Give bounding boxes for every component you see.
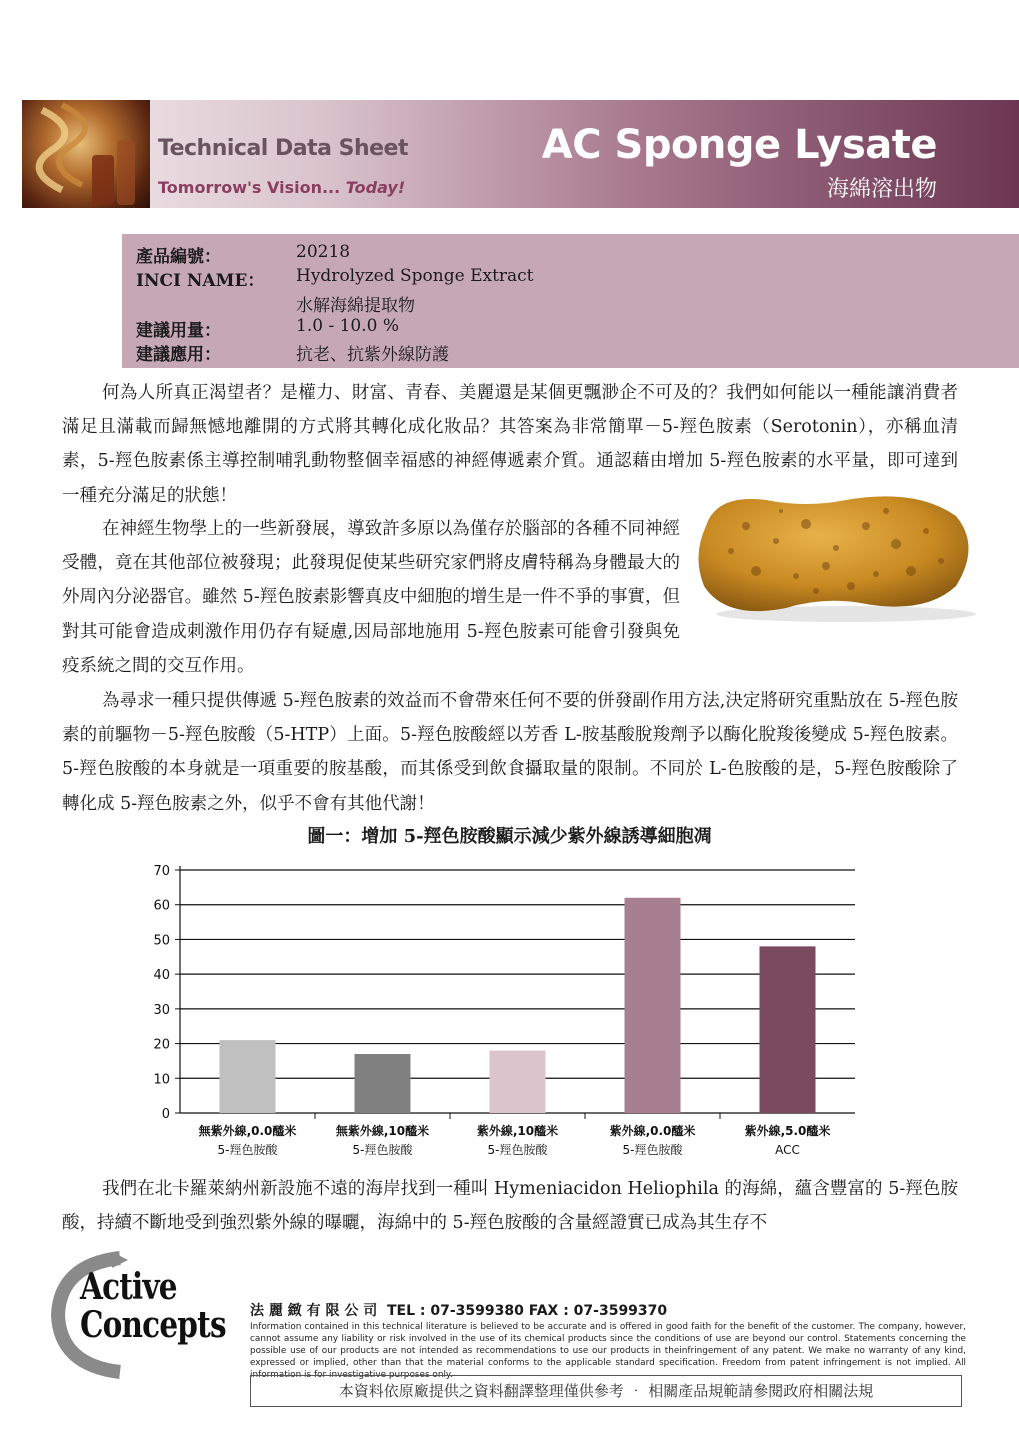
molecule-photo-icon: [22, 100, 150, 208]
paragraph-1: 何為人所真正渴望者？是權力、財富、青春、美麗還是某個更飄渺企不可及的？我們如何能以一種能讓消費者滿足且滿載而歸無憾地離開的方式將其轉化成化妝品？其答案為非常簡單－5-羥色胺素（Serotonin），亦稱血清素，5-羥色胺素係主導控制哺乳動物整個幸福感的神經傳遞素介質。通認藉由增加 5-羥色胺素的水平量，即可達到一種充分滿足的狀態！: [62, 383, 958, 506]
dosage-label: 建議用量：: [136, 321, 221, 341]
product-subtitle: 海綿溶出物: [826, 177, 937, 202]
logo-line-1: Active: [80, 1266, 177, 1308]
y-tick-label: 60: [153, 898, 170, 914]
x-tick-label: ACC: [775, 1143, 800, 1157]
y-tick-label: 10: [153, 1072, 170, 1088]
bar: [625, 898, 681, 1113]
y-tick-label: 20: [153, 1037, 170, 1053]
x-tick-label: 無紫外線,10醯米: [335, 1124, 430, 1138]
bar: [490, 1051, 546, 1113]
application-label: 建議應用：: [136, 345, 221, 365]
paragraph-4: 我們在北卡羅萊納州新設施不遠的海岸找到一種叫 Hymeniacidon Heliophila 的海綿，蘊含豐富的 5-羥色胺酸，持續不斷地受到強烈紫外線的曝曬，海綿中的 5-羥色胺酸的含量經證實已成為其生存不: [62, 1179, 958, 1234]
x-tick-label: 紫外線,10醯米: [476, 1124, 559, 1138]
doc-type-title: Technical Data Sheet: [158, 136, 408, 161]
header-photo: [22, 100, 150, 208]
tagline: [158, 178, 405, 197]
y-tick-label: 70: [153, 864, 170, 879]
paragraph-3: 為尋求一種只提供傳遞 5-羥色胺素的效益而不會帶來任何不要的併發副作用方法,決定將研究重點放在 5-羥色胺素的前驅物－5-羥色胺酸（5-HTP）上面。5-羥色胺酸經以芳香 L-胺基酸脫羧劑予以酶化脫羧後變成 5-羥色胺素。5-羥色胺酸的本身就是一項重要的胺基酸，而其係受到飲食攝取量的限制。不同於 L-色胺酸的是，5-羥色胺酸除了轉化成 5-羥色胺素之外，似乎不會有其他代謝！: [62, 691, 958, 814]
bar-chart: [130, 856, 870, 1166]
bar: [220, 1040, 276, 1113]
tagline-main: Tomorrow's Vision...: [158, 178, 346, 197]
code-value: 20218: [296, 242, 351, 262]
y-tick-label: 0: [161, 1107, 170, 1122]
x-tick-label: 5-羥色胺酸: [352, 1143, 413, 1157]
product-title: AC Sponge Lysate: [541, 122, 937, 168]
x-tick-label: 5-羥色胺酸: [487, 1143, 548, 1157]
logo-line-2: Concepts: [80, 1304, 226, 1346]
tagline-emphasis: Today!: [345, 178, 406, 197]
code-label: 產品編號：: [136, 247, 221, 267]
inci-label: INCI NAME：: [136, 271, 265, 291]
x-tick-label: 無紫外線,0.0醯米: [198, 1124, 297, 1138]
translation-note: 本資料依原廠提供之資料翻譯整理僅供參考 ‧ 相關產品規範請參閱政府相關法規: [250, 1375, 962, 1407]
paragraph-2: 在神經生物學上的一些新發展，導致許多原以為僅存於腦部的各種不同神經受體，竟在其他部位被發現；此發現促使某些研究家們將皮膚特稱為身體最大的外周內分泌器官。雖然 5-羥色胺素影響真皮中細胞的增生是一件不爭的事實，但對其可能會造成刺激作用仍存有疑慮,因局部地施用 5-羥色胺素可能會引發與免疫系統之間的交互作用。: [62, 519, 680, 676]
company-contact: [250, 1300, 667, 1320]
company-logo: [80, 1268, 226, 1344]
bar: [760, 946, 816, 1113]
inci-value-zh: 水解海綿提取物: [296, 296, 415, 316]
x-tick-label: 5-羥色胺酸: [217, 1143, 278, 1157]
chart-title: 圖一：增加 5-羥色胺酸顯示減少紫外線誘導細胞凋: [307, 826, 712, 847]
disclaimer-text: Information contained in this technical literature is believed to be accurate and is offered in good faith for the benefit of the customer. The company, however, cannot assume any liability or risk involved in the use of its chemical products since the conditions of use are beyond our control. Statements concerning the possible use of our products are not intended as recommendations to use our products in theinfringement of any patent. We make no warranty of any kind, expressed or implied, other than that the material conforms to the applicable standard specification. Freedom from patent infringement is not implied. All information is for investigative purposes only.: [250, 1322, 966, 1380]
product-info-box: [122, 234, 1019, 368]
bar: [355, 1054, 411, 1113]
dosage-value: 1.0 - 10.0 %: [296, 316, 399, 336]
y-tick-label: 50: [153, 933, 170, 949]
y-tick-label: 40: [153, 968, 170, 984]
contact-info: TEL : 07-3599380 FAX : 07-3599370: [387, 1303, 668, 1319]
inci-value: Hydrolyzed Sponge Extract: [296, 266, 534, 286]
x-tick-label: 5-羥色胺酸: [622, 1143, 683, 1157]
x-tick-label: 紫外線,0.0醯米: [609, 1124, 696, 1138]
company-name: 法 麗 緻 有 限 公 司: [250, 1303, 378, 1319]
application-value: 抗老、抗紫外線防護: [296, 345, 449, 365]
x-tick-label: 紫外線,5.0醯米: [744, 1124, 831, 1138]
y-tick-label: 30: [153, 1002, 170, 1018]
sponge-image: [686, 486, 986, 622]
